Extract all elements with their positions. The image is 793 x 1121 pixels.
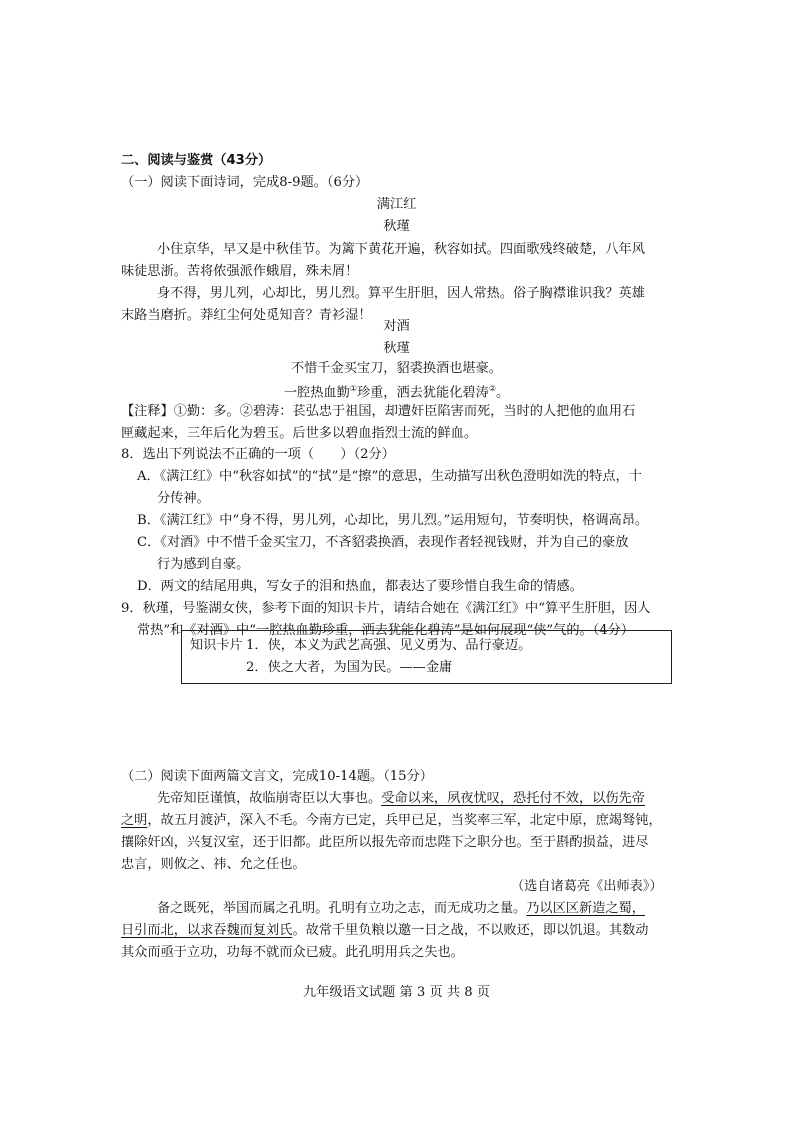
note-marker: ① — [349, 384, 357, 393]
underlined-text: 乃以区区新造之蜀， — [526, 901, 645, 916]
passage-text: 。故常千里负粮以邀一日之战，不以败还，即以饥退。其数动 — [292, 923, 649, 938]
question-8-option-d: D．两文的结尾用典，写女子的泪和热血，都表达了要珍惜自我生命的情感。 — [137, 579, 583, 594]
poem1-title: 满江红 — [376, 197, 417, 212]
underlined-text: 之明 — [121, 813, 148, 828]
passage1-line — [121, 811, 662, 831]
knowledge-card-item: 2．侠之大者，为国为民。——金庸 — [246, 660, 453, 675]
poem1-line: 小住京华，早又是中秋佳节。为篱下黄花开遍，秋容如拭。四面歌残终破楚，八年风 — [157, 242, 645, 257]
poem1-line: 味徒思浙。苦将侬强派作蛾眉，殊未屑！ — [121, 264, 359, 279]
poem2-text: 。 — [495, 385, 510, 401]
passage-text: 先帝知臣谨慎，故临崩寄臣以大事也。 — [157, 791, 382, 806]
question-8-option-a: A．《满江红》中“秋容如拭”的“拭”是“擦”的意思，生动描写出秋色澄明如洗的特点，十 — [137, 469, 642, 484]
poem1-line: 末路当磨折。莽红尘何处觅知音？青衫湿！ — [121, 308, 372, 323]
question-8-option-b: B．《满江红》中“身不得，男儿列，心却比，男儿烈。”运用短句，节奏明快，格调高昂。 — [137, 513, 649, 528]
passage-text: 备之既死，举国而属之孔明。孔明有立功之志，而无成功之量。 — [157, 901, 527, 916]
poem2-text: 珍重，洒去犹能化碧涛 — [356, 385, 489, 401]
poem1-author: 秋瑾 — [383, 219, 410, 234]
question-8-stem: 8．选出下列说法不正确的一项（ ）（2分） — [121, 447, 395, 462]
poem2-author: 秋瑾 — [383, 341, 410, 356]
knowledge-card-label: 知识卡片 — [190, 638, 243, 653]
poem2-text: 一腔热血勤 — [283, 385, 350, 401]
poem2-title: 对酒 — [383, 319, 410, 334]
page-footer: 九年级语文试题 第 3 页 共 8 页 — [303, 985, 490, 1000]
section-heading: 二、阅读与鉴赏（43分） — [121, 153, 272, 168]
underlined-text: 日引而北，以求吞魏而复刘氏 — [121, 923, 293, 938]
passage-text: ，故五月渡泸，深入不毛。今南方已定，兵甲已足，当奖率三军，北定中原，庶竭驽钝， — [147, 813, 662, 828]
part1-instruction: （一）阅读下面诗词，完成8-9题。（6分） — [121, 175, 369, 190]
knowledge-card — [181, 630, 672, 684]
annotation-note: 【注释】①勤：多。②碧涛：苌弘忠于祖国，却遭奸臣陷害而死，当时的人把他的血用石 — [121, 404, 636, 419]
passage1-source: （选自诸葛亮《出师表》） — [511, 879, 663, 894]
passage2-line — [157, 899, 645, 919]
part2-instruction: （二）阅读下面两篇文言文，完成10-14题。（15分） — [121, 769, 433, 784]
question-9-stem: 9．秋瑾，号鉴湖女侠，参考下面的知识卡片，请结合她在《满江红》中“算平生肝胆，因人 — [121, 601, 651, 616]
question-8-option-c: C．《对酒》中不惜千金买宝刀，不吝貂裘换酒，表现作者轻视钱财，并为自己的豪放 — [137, 535, 629, 550]
question-8-option-a-cont: 分传神。 — [157, 491, 210, 506]
passage1-line — [157, 789, 645, 809]
underlined-text: 受命以来，夙夜忧叹，恐托付不效，以伤先帝 — [381, 791, 645, 806]
poem1-line: 身不得，男儿列，心却比，男儿烈。算平生肝胆，因人常热。俗子胸襟谁识我？英雄 — [157, 286, 645, 301]
passage2-line: 其众而亟于立功，功每不就而众已疲。此孔明用兵之失也。 — [121, 945, 464, 960]
poem2-line — [0, 379, 793, 403]
passage2-line — [121, 921, 649, 941]
knowledge-card-item: 1．侠，本义为武艺高强、见义勇为、品行豪迈。 — [246, 638, 532, 653]
question-8-option-c-cont: 行为感到自豪。 — [157, 557, 250, 572]
passage1-line: 忠言，则攸之、祎、允之任也。 — [121, 857, 306, 872]
passage1-line: 攘除奸凶，兴复汉室，还于旧都。此臣所以报先帝而忠陛下之职分也。至于斟酌损益，进尽 — [121, 835, 649, 850]
note-marker: ② — [488, 384, 496, 393]
question-9-stem-cont: 常热”和《对酒》中“一腔热血勤珍重，洒去犹能化碧涛”是如何展现“侠”气的。（4分） — [137, 623, 635, 638]
annotation-note: 匣藏起来，三年后化为碧玉。后世多以碧血指烈士流的鲜血。 — [121, 426, 478, 441]
poem2-line: 不惜千金买宝刀，貂裘换酒也堪豪。 — [291, 361, 502, 376]
